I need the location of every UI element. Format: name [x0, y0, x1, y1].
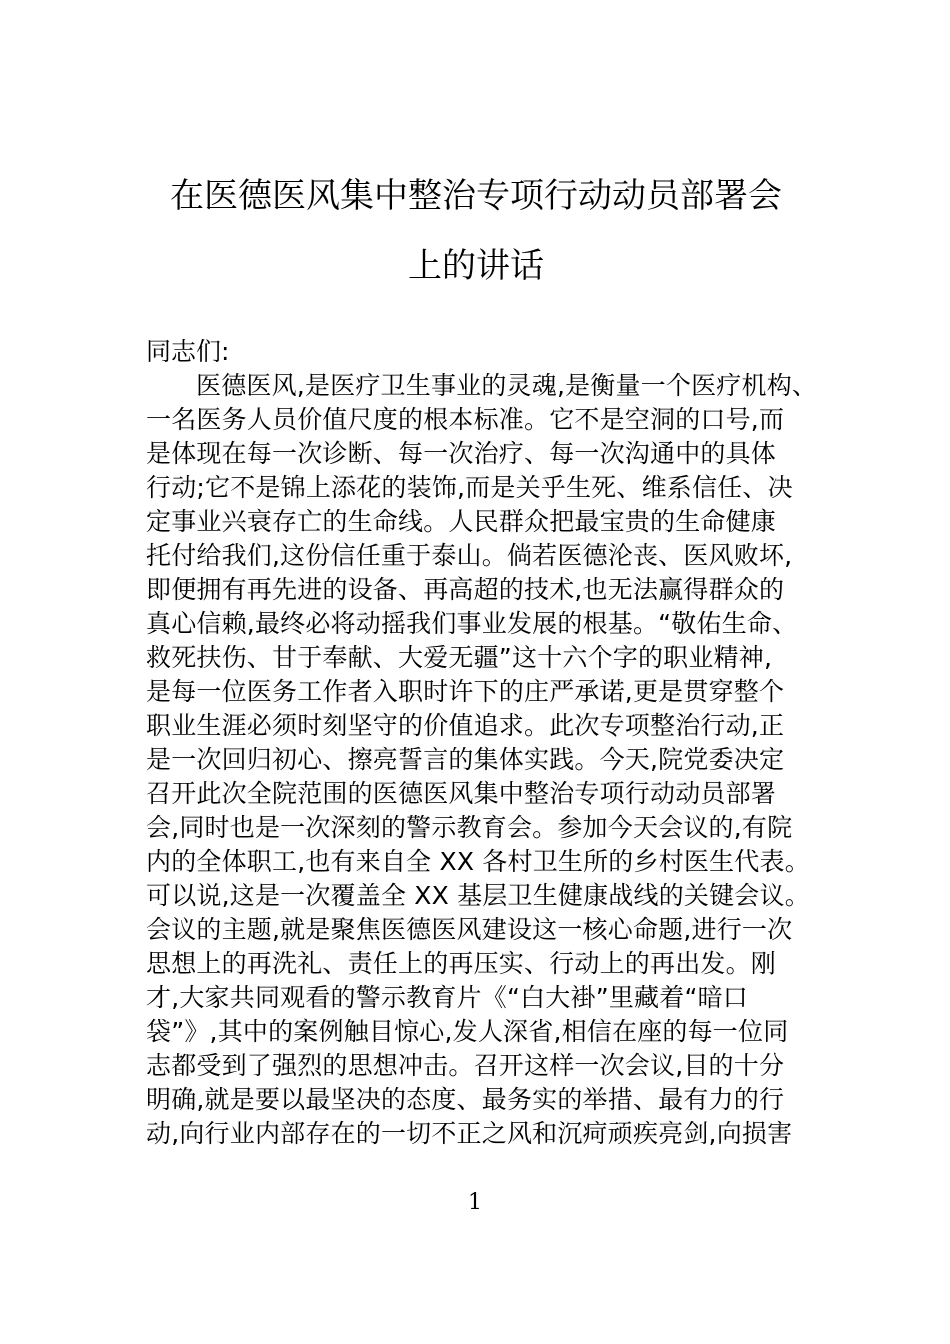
body-line: 救死扶伤、甘于奉献、大爱无疆”这十六个字的职业精神, — [146, 643, 773, 672]
body-line: 志都受到了强烈的思想冲击。召开这样一次会议,目的十分 — [146, 1051, 785, 1080]
body-line: 才,大家共同观看的警示教育片《“白大褂”里藏着“暗口 — [146, 983, 749, 1012]
body-line: 内的全体职工,也有来自全 XX 各村卫生所的乡村医生代表。 — [146, 847, 810, 876]
document-title-line-1: 在医德医风集中整治专项行动动员部署会 — [170, 176, 782, 216]
body-line: 职业生涯必须时刻坚守的价值追求。此次专项整治行动,正 — [146, 711, 785, 740]
body-line: 一名医务人员价值尺度的根本标准。它不是空洞的口号,而 — [146, 405, 785, 434]
body-line: 医德医风,是医疗卫生事业的灵魂,是衡量一个医疗机构、 — [196, 371, 818, 400]
body-line: 袋”》,其中的案例触目惊心,发人深省,相信在座的每一位同 — [146, 1017, 789, 1046]
body-line: 会议的主题,就是聚焦医德医风建设这一核心命题,进行一次 — [146, 915, 793, 944]
body-line: 可以说,这是一次覆盖全 XX 基层卫生健康战线的关键会议。 — [146, 881, 810, 910]
body-line: 是每一位医务工作者入职时许下的庄严承诺,更是贯穿整个 — [146, 677, 785, 706]
body-line: 即便拥有再先进的设备、再高超的技术,也无法赢得群众的 — [146, 575, 785, 604]
page-number: 1 — [468, 1190, 482, 1215]
body-line: 动,向行业内部存在的一切不正之风和沉疴顽疾亮剑,向损害 — [146, 1119, 793, 1148]
body-line: 是体现在每一次诊断、每一次治疗、每一次沟通中的具体 — [146, 439, 777, 468]
body-line: 定事业兴衰存亡的生命线。人民群众把最宝贵的生命健康 — [146, 507, 777, 536]
body-line: 明确,就是要以最坚决的态度、最务实的举措、最有力的行 — [146, 1085, 785, 1114]
body-line: 真心信赖,最终必将动摇我们事业发展的根基。“敬佑生命、 — [146, 609, 798, 638]
body-line: 托付给我们,这份信任重于泰山。倘若医德沦丧、医风败坏, — [146, 541, 793, 570]
body-line: 召开此次全院范围的医德医风集中整治专项行动动员部署 — [146, 779, 777, 808]
body-line: 会,同时也是一次深刻的警示教育会。参加今天会议的,有院 — [146, 813, 793, 842]
salutation: 同志们: — [146, 337, 230, 366]
body-line: 思想上的再洗礼、责任上的再压实、行动上的再出发。刚 — [146, 949, 777, 978]
body-line: 行动;它不是锦上添花的装饰,而是关乎生死、维系信任、决 — [146, 473, 793, 502]
body-line: 是一次回归初心、擦亮誓言的集体实践。今天,院党委决定 — [146, 745, 785, 774]
document-title-line-2: 上的讲话 — [408, 246, 544, 286]
